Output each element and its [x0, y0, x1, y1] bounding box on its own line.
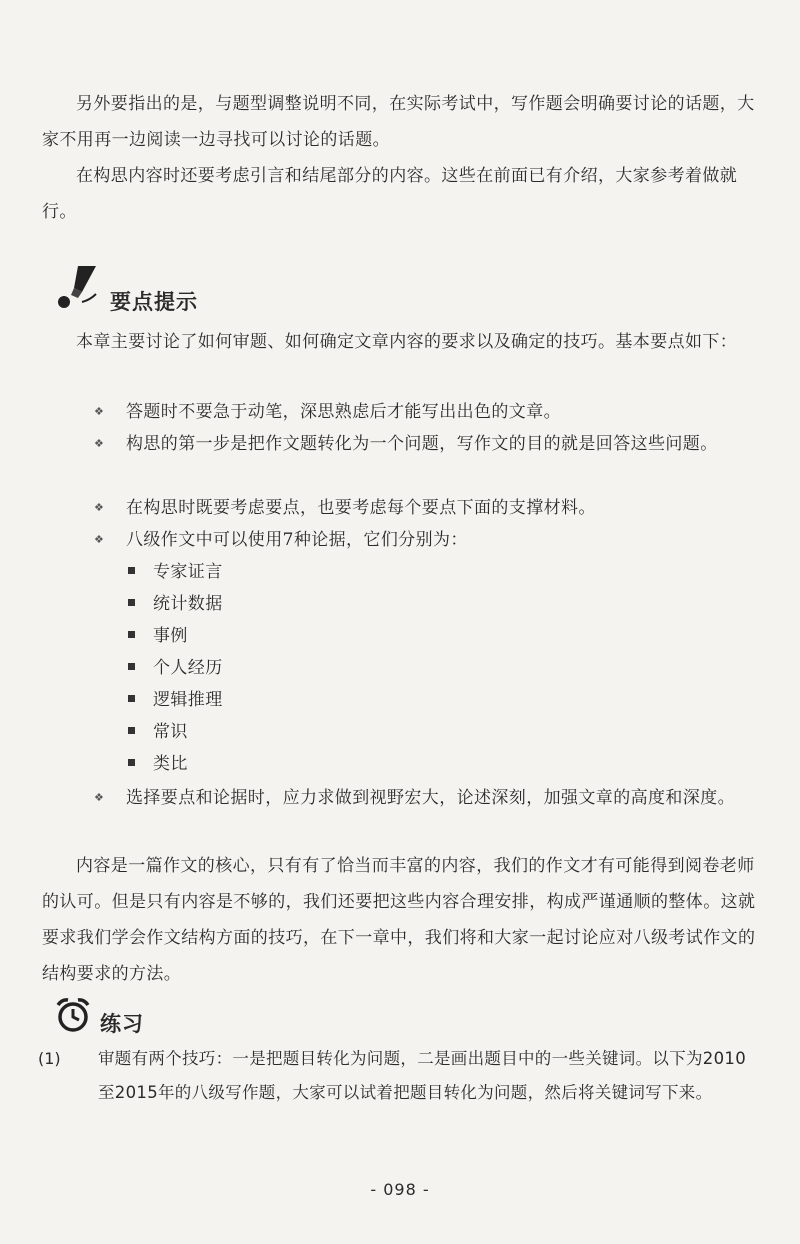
- list-item: 专家证言: [128, 556, 223, 588]
- list-item: 事例: [128, 620, 188, 652]
- key-points-title: 要点提示: [110, 289, 198, 314]
- diamond-bullet-icon: ❖: [94, 437, 105, 450]
- list-item: ❖ 在构思时既要考虑要点，也要考虑每个要点下面的支撑材料。: [94, 492, 758, 524]
- diamond-bullet-icon: ❖: [94, 501, 105, 514]
- key-points-intro: 本章主要讨论了如何审题、如何确定文章内容的要求以及确定的技巧。基本要点如下：: [76, 332, 738, 352]
- square-bullet-icon: [128, 695, 135, 702]
- key-points-heading: [52, 262, 198, 316]
- pen-icon: [52, 262, 102, 316]
- list-item: 统计数据: [128, 588, 223, 620]
- list-item: 常识: [128, 716, 188, 748]
- diamond-bullet-icon: ❖: [94, 405, 105, 418]
- square-bullet-icon: [128, 599, 135, 606]
- list-item: 个人经历: [128, 652, 223, 684]
- exercise-number: (1): [38, 1049, 61, 1068]
- exercise-text: 审题有两个技巧：一是把题目转化为问题，二是画出题目中的一些关键词。以下为2010至2015年的八级写作题，大家可以试着把题目转化为问题，然后将关键词写下来。: [98, 1049, 746, 1102]
- list-item: 类比: [128, 748, 188, 780]
- square-bullet-icon: [128, 663, 135, 670]
- exercise-title: 练习: [100, 1011, 144, 1036]
- list-item: ❖ 选择要点和论据时，应力求做到视野宏大，论述深刻，加强文章的高度和深度。: [94, 782, 758, 814]
- square-bullet-icon: [128, 759, 135, 766]
- page-number: - 098 -: [370, 1180, 430, 1199]
- alarm-clock-icon: [54, 996, 92, 1038]
- diamond-bullet-icon: ❖: [94, 791, 105, 804]
- exercise-heading: [54, 996, 144, 1038]
- list-item: 逻辑推理: [128, 684, 223, 716]
- diamond-bullet-icon: ❖: [94, 533, 105, 546]
- list-item: ❖ 答题时不要急于动笔，深思熟虑后才能写出出色的文章。: [94, 396, 758, 428]
- intro-paragraph-1: 另外要指出的是，与题型调整说明不同，在实际考试中，写作题会明确要讨论的话题，大家不用再一边阅读一边寻找可以讨论的话题。: [42, 94, 755, 150]
- list-item: ❖ 八级作文中可以使用7种论据，它们分别为：: [94, 524, 758, 556]
- list-item: ❖ 构思的第一步是把作文题转化为一个问题，写作文的目的就是回答这些问题。: [94, 428, 758, 460]
- square-bullet-icon: [128, 567, 135, 574]
- square-bullet-icon: [128, 727, 135, 734]
- closing-paragraph: 内容是一篇作文的核心，只有有了恰当而丰富的内容，我们的作文才有可能得到阅卷老师的认可。但是只有内容是不够的，我们还要把这些内容合理安排，构成严谨通顺的整体。这就要求我们学会作文结构方面的技巧，在下一章中，我们将和大家一起讨论应对八级考试作文的结构要求的方法。: [42, 856, 756, 984]
- intro-paragraph-2: 在构思内容时还要考虑引言和结尾部分的内容。这些在前面已有介绍，大家参考着做就行。: [42, 166, 738, 222]
- square-bullet-icon: [128, 631, 135, 638]
